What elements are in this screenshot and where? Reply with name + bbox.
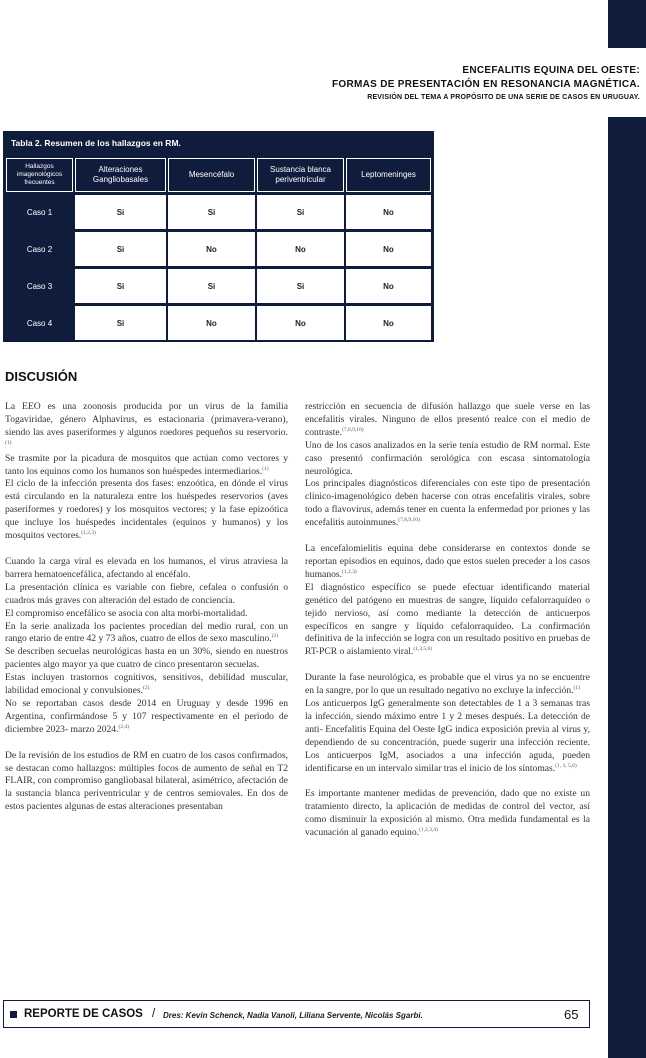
header-subtitle: REVISIÓN DEL TEMA A PROPÓSITO DE UNA SERIE DE CASOS EN URUGUAY. [367,94,640,101]
side-band-top [608,0,646,48]
paragraph-text: Uno de los casos analizados en la serie tenía estudio de RM normal. Este caso presentó confirmación serológica con escasa sintomatología neurológica. [305,439,590,477]
paragraph-text: El diagnóstico específico se puede efectuar identificando material genético del patógeno en muestras de sangre, líquido cefalorraquídeo o tejido nervioso, así como mediante la detección de anticuerpos específicos en sangre y líquido cefalorraquídeo. La confirmación definitiva de la infección se logra con un resultado positivo en pruebas de RT-PCR o aislamiento viral. [305,581,590,658]
paragraph [5,646,288,672]
paragraph [305,401,590,440]
table-caption: Tabla 2. Resumen de los hallazgos en RM. [11,138,181,148]
footer-separator: / [152,1008,156,1020]
paragraph [305,440,590,479]
paragraph [5,750,288,815]
citation-ref: (1,3,5,6) [413,646,433,653]
paragraph [5,621,288,647]
citation-ref: (7,8,9,10) [398,516,420,523]
paragraph-text: En la serie analizada los pacientes procedían del medio rural, con un rango etario de entre 42 y 73 años, cuatro de ellos de sexo masculino. [5,620,288,645]
paragraph [305,543,590,582]
paragraph [305,788,590,840]
paragraph-text: Se trasmite por la picadura de mosquitos que actúan como vectores y tanto los equinos como los humanos son huéspedes intermediarios. [5,452,288,477]
paragraph [5,672,288,698]
table-cell: Si [257,269,344,303]
table-cell: No [346,306,431,340]
paragraph [5,698,288,737]
table-cell: Si [75,232,166,266]
paragraph-text: Se describen secuelas neurológicas hasta en un 30%, siendo en nuestros pacientes algo mayor ya que cuatro de cinco presentaron secuelas. [5,646,288,671]
table-cell: No [346,269,431,303]
page-number: 65 [564,1007,579,1022]
table-header-cell: Mesencéfalo [168,158,255,192]
citation-ref: (1,2,3) [342,568,357,575]
paragraph [5,556,288,582]
side-band [608,117,646,1058]
table-row-label: Caso 1 [26,207,53,217]
table-cell: Si [257,195,344,229]
paragraph [5,401,288,453]
table-cell: No [168,306,255,340]
table-row-label: Caso 3 [26,281,53,291]
table-cell: No [257,232,344,266]
table-cell: No [168,232,255,266]
table-cell: No [346,195,431,229]
paragraph [305,582,590,659]
paragraph-gap [5,737,288,750]
citation-ref: (1,2,3) [81,529,96,536]
table-cell: No [257,306,344,340]
citation-ref: (2) [271,633,279,640]
paragraph [5,453,288,479]
findings-table [3,131,434,342]
paragraph [5,478,288,543]
paragraph-gap [305,659,590,672]
paragraph [305,672,590,698]
citation-ref: (1, 3, 5,6) [555,762,577,769]
paragraph [305,478,590,530]
citation-ref: (7,8,9,10) [342,426,364,433]
footer-authors: Dres: Kevin Schenck, Nadia Vanoli, Liliana Servente, Nicolás Sgarbi. [163,1011,423,1020]
paragraph-text: El compromiso encefálico se asocia con alta morbi-mortalidad. [5,607,248,619]
paragraph-text: El ciclo de la infección presenta dos fases: enzoótica, en dónde el virus está circulando en la naturaleza entre los huéspedes reservorios (aves paseriformes y roedores) y los mosquitos vectores; y la fase epizoótica que incluye los huéspedes incidentales (equinos y humanos) y los mosquitos vectores. [5,478,288,542]
table-header-cell: Sustancia blanca periventricular [257,158,344,192]
table-header-cell: Alteraciones Gangliobasales [75,158,166,192]
table-cell: Si [75,306,166,340]
table-row-label: Caso 4 [26,318,53,328]
paragraph-text: Estas incluyen trastornos cognitivos, sensitivos, debilidad muscular, labilidad emocional y convulsiones. [5,672,288,697]
paragraph-text: Durante la fase neurológica, es probable que el virus ya no se encuentre en la sangre, por lo que un resultado negativo no excluye la infección. [305,672,590,697]
paragraph [5,608,288,621]
table-cell: Si [168,195,255,229]
paragraph-gap [305,530,590,543]
paragraph [5,582,288,608]
paragraph-text: restricción en secuencia de difusión hallazgo que suele verse en las encefalitis virales. Ninguno de ellos presentó realce con el medio de contraste. [305,401,590,438]
section-title: DISCUSIÓN [5,369,78,384]
text-column-right [305,401,590,840]
paragraph-text: Los principales diagnósticos diferenciales con este tipo de presentación clínico-imagenológico deben hacerse con otras encefalitis virales, sobre todo a flavovirus, además tener en cuenta la enfermedad por priones y las encefalitis autoinmunes. [305,478,590,529]
paragraph-text: La encefalomielitis equina debe considerarse en contextos donde se reportan episodios en equinos, dado que estos suelen preceder a los casos humanos. [305,543,590,580]
table-cell: Si [75,269,166,303]
article-header [80,64,640,103]
table-header-cell: Hallazgos imagenológicos frecuentes [6,158,73,192]
paragraph [305,698,590,775]
table-row-label: Caso 2 [26,244,53,254]
table-header-cell: Leptomeninges [346,158,431,192]
table-cell: Si [75,195,166,229]
citation-ref: (1) [5,439,12,446]
citation-ref: (2,4) [118,723,130,730]
page-footer [3,1000,590,1028]
footer-square-icon [10,1011,17,1018]
citation-ref: (2) [143,684,150,691]
table-cell: No [346,232,431,266]
paragraph-gap [5,543,288,556]
paragraph-text: No se reportaban casos desde 2014 en Uruguay y desde 1996 en Argentina, confirmándose 5 y 107 respectivamente en el periodo de diciembre 2023- marzo 2024. [5,697,288,735]
text-column-left [5,401,288,814]
paragraph-text: De la revisión de los estudios de RM en cuatro de los casos confirmados, se destacan como hallazgos: múltiples focos de aumento de señal en T2 FLAIR, con compromiso gangliobasal bilateral, asimétrico, afectación de la sustancia blanca periventricular y de centros semiovales. En dos de estos pacientes algunas de estas alteraciones presentaban [5,749,288,813]
paragraph-text: La presentación clínica es variable con fiebre, cefalea o confusión o cuadros más graves con alteración del estado de conciencia. [5,581,288,606]
header-title-line1: ENCEFALITIS EQUINA DEL OESTE: [462,65,640,76]
citation-ref: (1,2,3,4) [419,827,438,833]
paragraph-text: Cuando la carga viral es elevada en los humanos, el virus atraviesa la barrera hematoencefálica, afectando al encéfalo. [5,555,288,580]
table-cell: Si [168,269,255,303]
paragraph-text: Es importante mantener medidas de prevención, dado que no existe un tratamiento directo, la aplicación de medidas de control del vector, así como disminuir la exposición al mismo. Otra medida fundamental es la vacunación al ganado equino. [305,788,590,839]
paragraph-gap [305,775,590,788]
header-title-line2: FORMAS DE PRESENTACIÓN EN RESONANCIA MAGNÉTICA. [331,79,640,90]
paragraph-text: La EEO es una zoonosis producida por un virus de la familia Togaviridae, género Alphavirus, es estacionaria (primavera-verano), siendo las aves paseriformes y algunos roedores pequeños su reservorio. [5,401,288,438]
footer-section-title: REPORTE DE CASOS [24,1008,143,1020]
paragraph-text: Los anticuerpos IgG generalmente son detectables de 1 a 3 semanas tras la infección, siendo máximo entre 1 y 2 meses después. La detección de anti- Encefalitis Equina del Oeste IgG indica exposición previa al virus y, dependiendo de su concentración, puede sugerir una infección reciente. Los anticuerpos IgM, asociados a una infección aguda, pueden identificarse en un intervalo similar tras el inicio de los síntomas. [305,698,590,774]
citation-ref: (1) [573,684,580,691]
citation-ref: (1) [262,465,269,472]
